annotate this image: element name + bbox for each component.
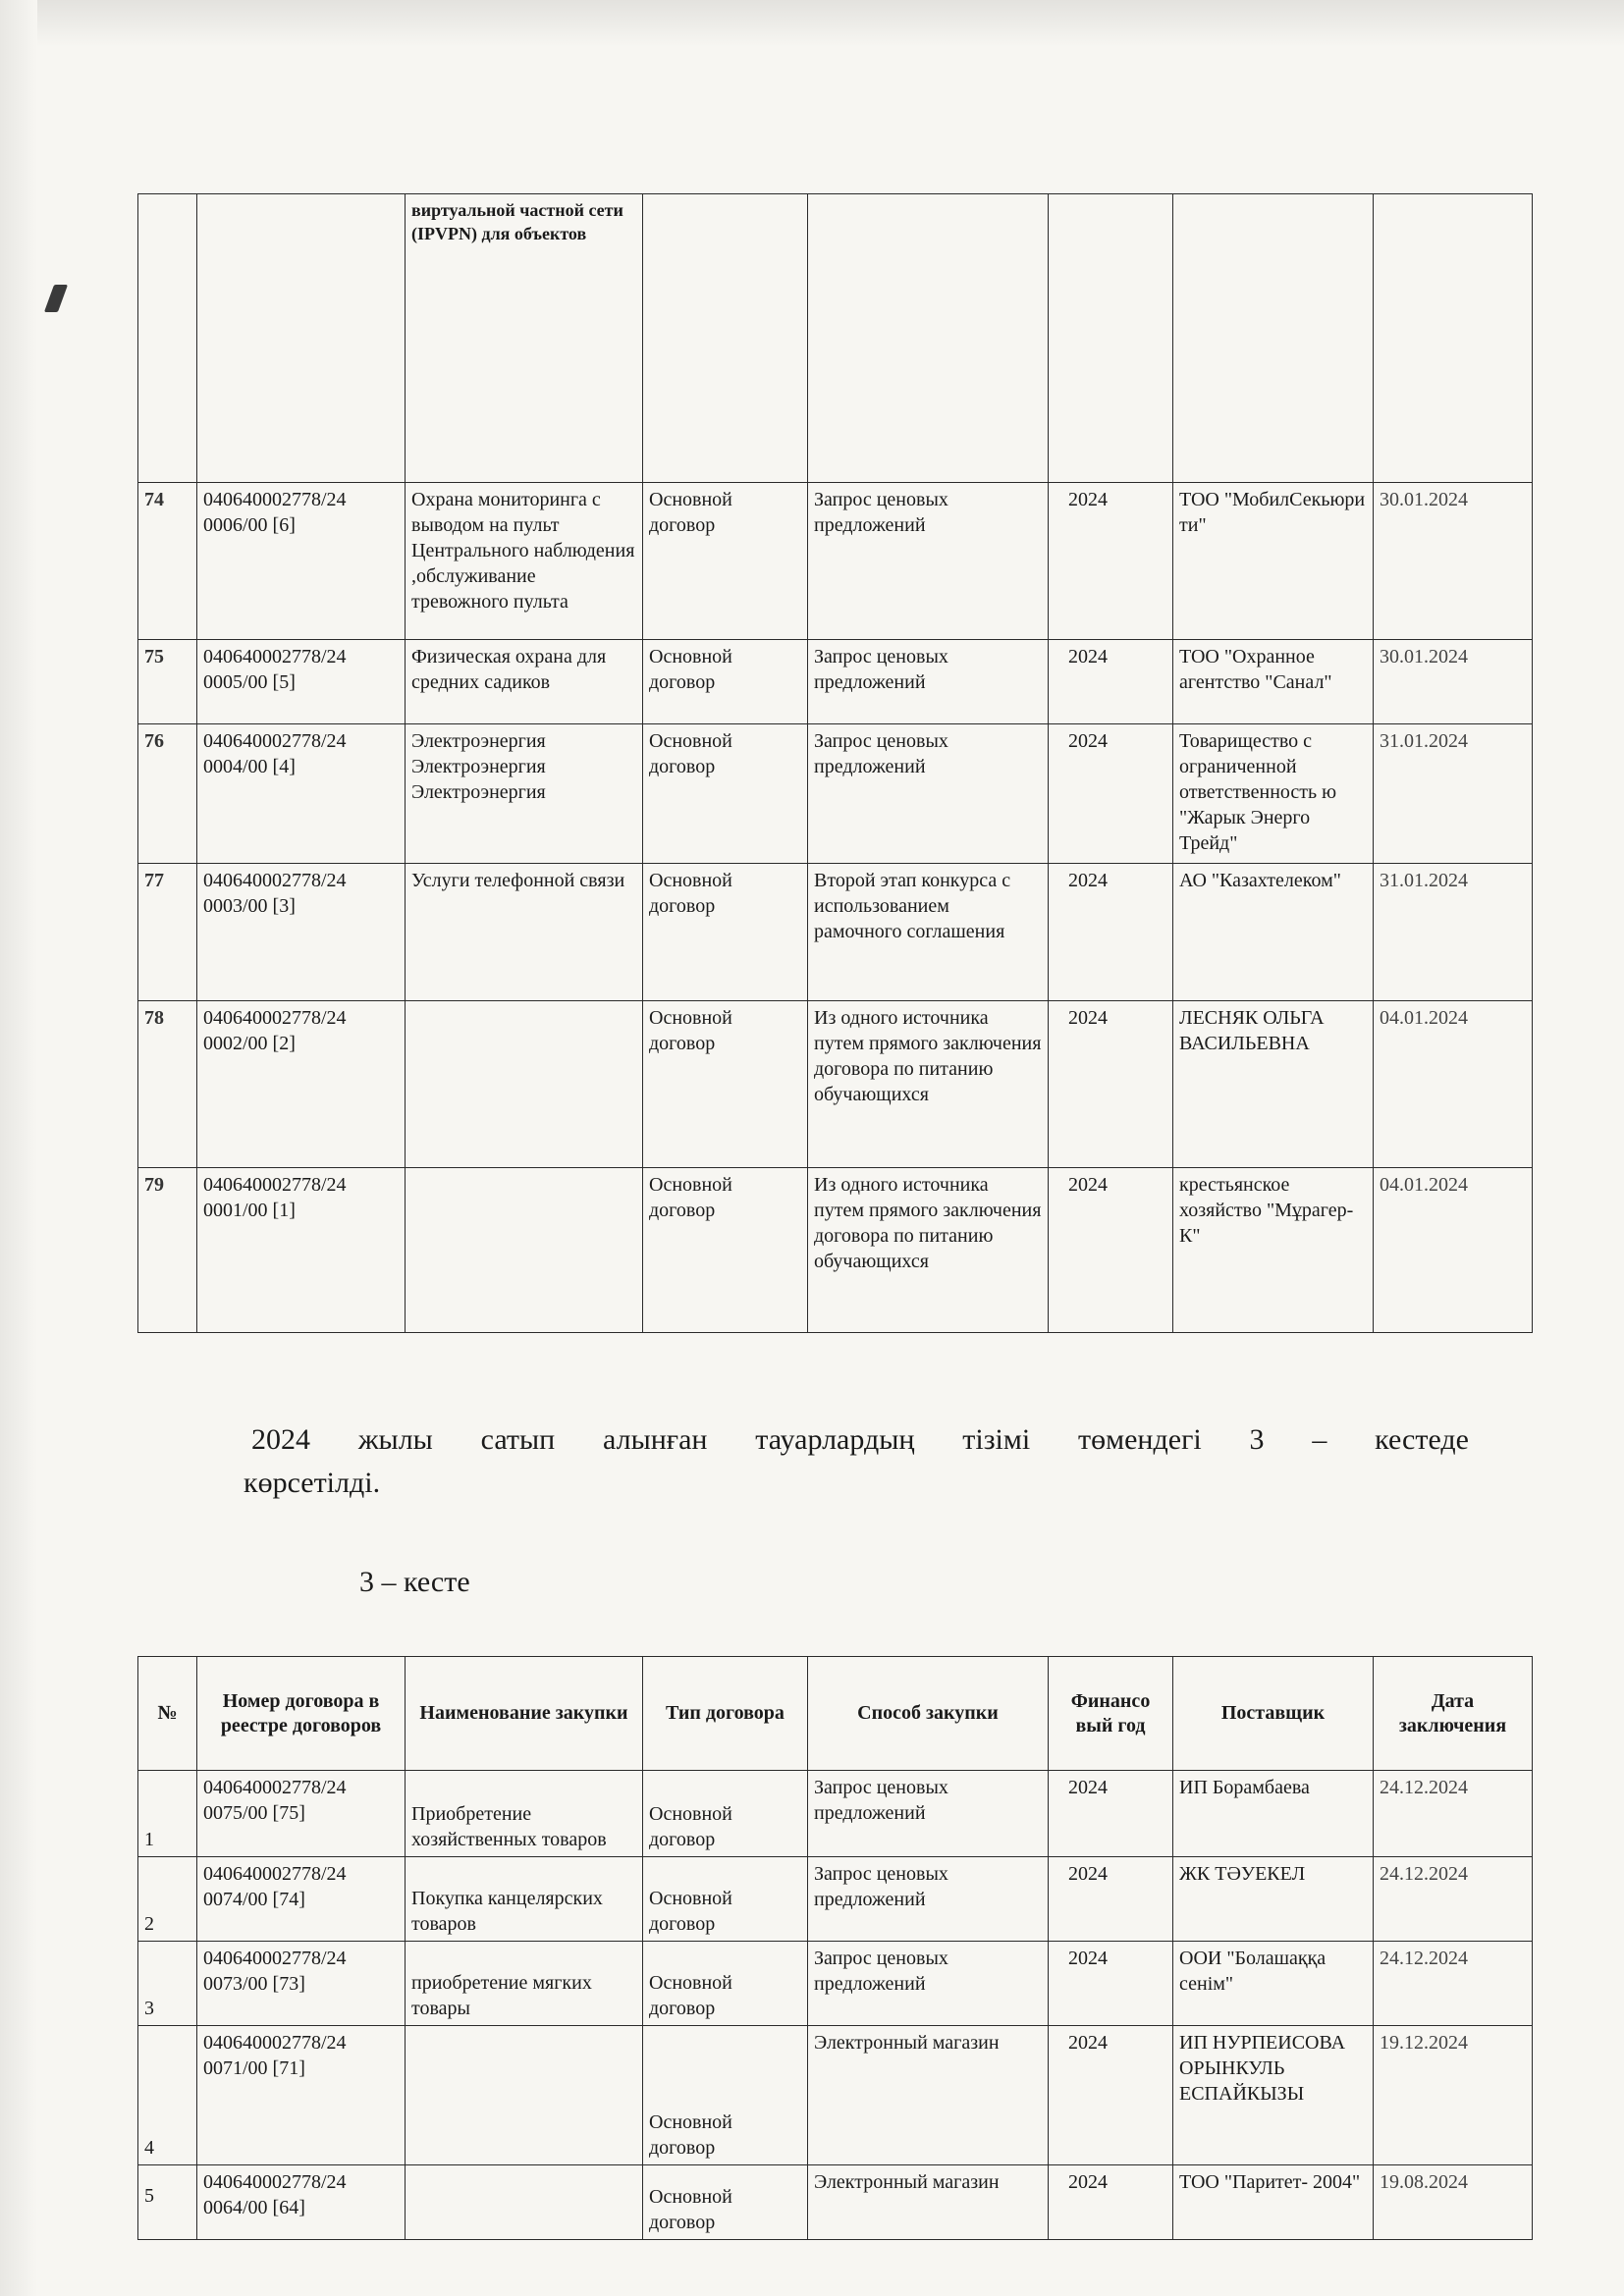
supplier: ООИ "Болашаққа сенім"	[1173, 1942, 1374, 2026]
supplier: ИП Борамбаева	[1173, 1771, 1374, 1857]
contract-number: 040640002778/24 0073/00 [73]	[197, 1942, 406, 2026]
body-paragraph	[244, 1418, 1469, 1505]
paragraph-line-1: 2024 жылы сатып алынған тауарлардың тізімі төмендегі 3 – кестеде	[251, 1423, 1469, 1456]
purchase-method: Электронный магазин	[808, 2165, 1049, 2240]
purchase-method: Запрос ценовых предложений	[808, 483, 1049, 640]
fiscal-year: 2024	[1049, 864, 1173, 1001]
purchase-method: Запрос ценовых предложений	[808, 640, 1049, 724]
supplier: ЖК ТӘУЕКЕЛ	[1173, 1857, 1374, 1942]
contract-type: Основной договор	[643, 2026, 808, 2165]
table-header-row	[138, 1657, 1533, 1771]
row-number: 2	[138, 1857, 197, 1942]
supplier: ТОО "МобилСекьюри ти"	[1173, 483, 1374, 640]
table-row	[138, 1942, 1533, 2026]
conclusion-date: 19.12.2024	[1374, 2026, 1533, 2165]
conclusion-date: 04.01.2024	[1374, 1168, 1533, 1333]
table-row	[138, 640, 1533, 724]
table-row	[138, 864, 1533, 1001]
purchase-name	[406, 2026, 643, 2165]
conclusion-date: 30.01.2024	[1374, 640, 1533, 724]
contract-number: 040640002778/24 0075/00 [75]	[197, 1771, 406, 1857]
purchase-method: Запрос ценовых предложений	[808, 1857, 1049, 1942]
purchase-name: Приобретение хозяйственных товаров	[406, 1771, 643, 1857]
header-number: №	[138, 1657, 197, 1771]
header-supplier: Поставщик	[1173, 1657, 1374, 1771]
conclusion-date: 24.12.2024	[1374, 1771, 1533, 1857]
scan-left-edge	[0, 0, 37, 2296]
row-number: 4	[138, 2026, 197, 2165]
conclusion-date: 19.08.2024	[1374, 2165, 1533, 2240]
row-number: 79	[138, 1168, 197, 1333]
row-number: 78	[138, 1001, 197, 1168]
scan-top-edge	[0, 0, 1624, 47]
contract-type: Основной договор	[643, 864, 808, 1001]
supplier: ТОО "Охранное агентство "Санал"	[1173, 640, 1374, 724]
table-caption: 3 – кесте	[359, 1566, 470, 1598]
row-number: 3	[138, 1942, 197, 2026]
fiscal-year: 2024	[1049, 2165, 1173, 2240]
fiscal-year: 2024	[1049, 1168, 1173, 1333]
conclusion-date: 31.01.2024	[1374, 864, 1533, 1001]
fiscal-year: 2024	[1049, 2026, 1173, 2165]
paragraph-line-2: көрсетілді.	[244, 1467, 381, 1499]
contract-type: Основной договор	[643, 1857, 808, 1942]
purchase-method: Запрос ценовых предложений	[808, 724, 1049, 864]
contract-type: Основной договор	[643, 1168, 808, 1333]
contract-type: Основной договор	[643, 483, 808, 640]
fiscal-year: 2024	[1049, 724, 1173, 864]
table-row	[138, 1168, 1533, 1333]
supplier: ЛЕСНЯК ОЛЬГА ВАСИЛЬЕВНА	[1173, 1001, 1374, 1168]
row-number: 74	[138, 483, 197, 640]
purchase-method: Электронный магазин	[808, 2026, 1049, 2165]
contract-number: 040640002778/24 0004/00 [4]	[197, 724, 406, 864]
supplier: ТОО "Паритет- 2004"	[1173, 2165, 1374, 2240]
header-year: Финансо вый год	[1049, 1657, 1173, 1771]
table-row-continuation	[138, 194, 1533, 483]
conclusion-date: 24.12.2024	[1374, 1857, 1533, 1942]
purchase-name: Охрана мониторинга с выводом на пульт Центрального наблюдения ,обслуживание тревожного пульта	[406, 483, 643, 640]
row-number: 76	[138, 724, 197, 864]
purchase-name: Физическая охрана для средних садиков	[406, 640, 643, 724]
purchase-name: Покупка канцелярских товаров	[406, 1857, 643, 1942]
contract-number: 040640002778/24 0003/00 [3]	[197, 864, 406, 1001]
contract-number: 040640002778/24 0074/00 [74]	[197, 1857, 406, 1942]
contract-number: 040640002778/24 0005/00 [5]	[197, 640, 406, 724]
row-number: 75	[138, 640, 197, 724]
purchase-name	[406, 1168, 643, 1333]
purchase-name: приобретение мягких товары	[406, 1942, 643, 2026]
table-row	[138, 1857, 1533, 1942]
contract-type: Основной договор	[643, 724, 808, 864]
fiscal-year: 2024	[1049, 640, 1173, 724]
conclusion-date: 30.01.2024	[1374, 483, 1533, 640]
purchase-name	[406, 2165, 643, 2240]
goods-table-3	[137, 1656, 1533, 2240]
table-row	[138, 1001, 1533, 1168]
contract-number: 040640002778/24 0006/00 [6]	[197, 483, 406, 640]
supplier: крестьянское хозяйство "Мұрагер-К"	[1173, 1168, 1374, 1333]
header-date: Дата заключения	[1374, 1657, 1533, 1771]
header-method: Способ закупки	[808, 1657, 1049, 1771]
conclusion-date: 31.01.2024	[1374, 724, 1533, 864]
purchase-name	[406, 1001, 643, 1168]
contracts-table-continued	[137, 193, 1533, 1333]
row-number: 1	[138, 1771, 197, 1857]
conclusion-date: 04.01.2024	[1374, 1001, 1533, 1168]
fiscal-year: 2024	[1049, 1001, 1173, 1168]
fiscal-year: 2024	[1049, 1771, 1173, 1857]
table-row	[138, 483, 1533, 640]
header-item: Наименование закупки	[406, 1657, 643, 1771]
conclusion-date: 24.12.2024	[1374, 1942, 1533, 2026]
contract-number: 040640002778/24 0071/00 [71]	[197, 2026, 406, 2165]
contract-number: 040640002778/24 0064/00 [64]	[197, 2165, 406, 2240]
purchase-method: Запрос ценовых предложений	[808, 1942, 1049, 2026]
purchase-name: Услуги телефонной связи	[406, 864, 643, 1001]
supplier: Товарищество с ограниченной ответственность ю "Жарык Энерго Трейд"	[1173, 724, 1374, 864]
item-cell: виртуальной частной сети (IPVPN) для объектов	[406, 194, 643, 483]
row-number: 5	[138, 2165, 197, 2240]
contract-type: Основной договор	[643, 1771, 808, 1857]
fiscal-year: 2024	[1049, 1942, 1173, 2026]
table-row	[138, 2165, 1533, 2240]
scan-mark	[44, 285, 68, 312]
fiscal-year: 2024	[1049, 1857, 1173, 1942]
purchase-method: Из одного источника путем прямого заключения договора по питанию обучающихся	[808, 1168, 1049, 1333]
purchase-method: Из одного источника путем прямого заключения договора по питанию обучающихся	[808, 1001, 1049, 1168]
table-row	[138, 2026, 1533, 2165]
supplier: АО "Казахтелеком"	[1173, 864, 1374, 1001]
header-contract: Номер договора в реестре договоров	[197, 1657, 406, 1771]
contract-number: 040640002778/24 0001/00 [1]	[197, 1168, 406, 1333]
contract-type: Основной договор	[643, 1001, 808, 1168]
table-row	[138, 724, 1533, 864]
row-number: 77	[138, 864, 197, 1001]
header-type: Тип договора	[643, 1657, 808, 1771]
contract-type: Основной договор	[643, 1942, 808, 2026]
contract-type: Основной договор	[643, 2165, 808, 2240]
table-row	[138, 1771, 1533, 1857]
purchase-method: Второй этап конкурса с использованием рамочного соглашения	[808, 864, 1049, 1001]
supplier: ИП НУРПЕИСОВА ОРЫНКУЛЬ ЕСПАЙКЫЗЫ	[1173, 2026, 1374, 2165]
fiscal-year: 2024	[1049, 483, 1173, 640]
purchase-name: Электроэнергия Электроэнергия Электроэнергия	[406, 724, 643, 864]
contract-number: 040640002778/24 0002/00 [2]	[197, 1001, 406, 1168]
contract-type: Основной договор	[643, 640, 808, 724]
purchase-method: Запрос ценовых предложений	[808, 1771, 1049, 1857]
